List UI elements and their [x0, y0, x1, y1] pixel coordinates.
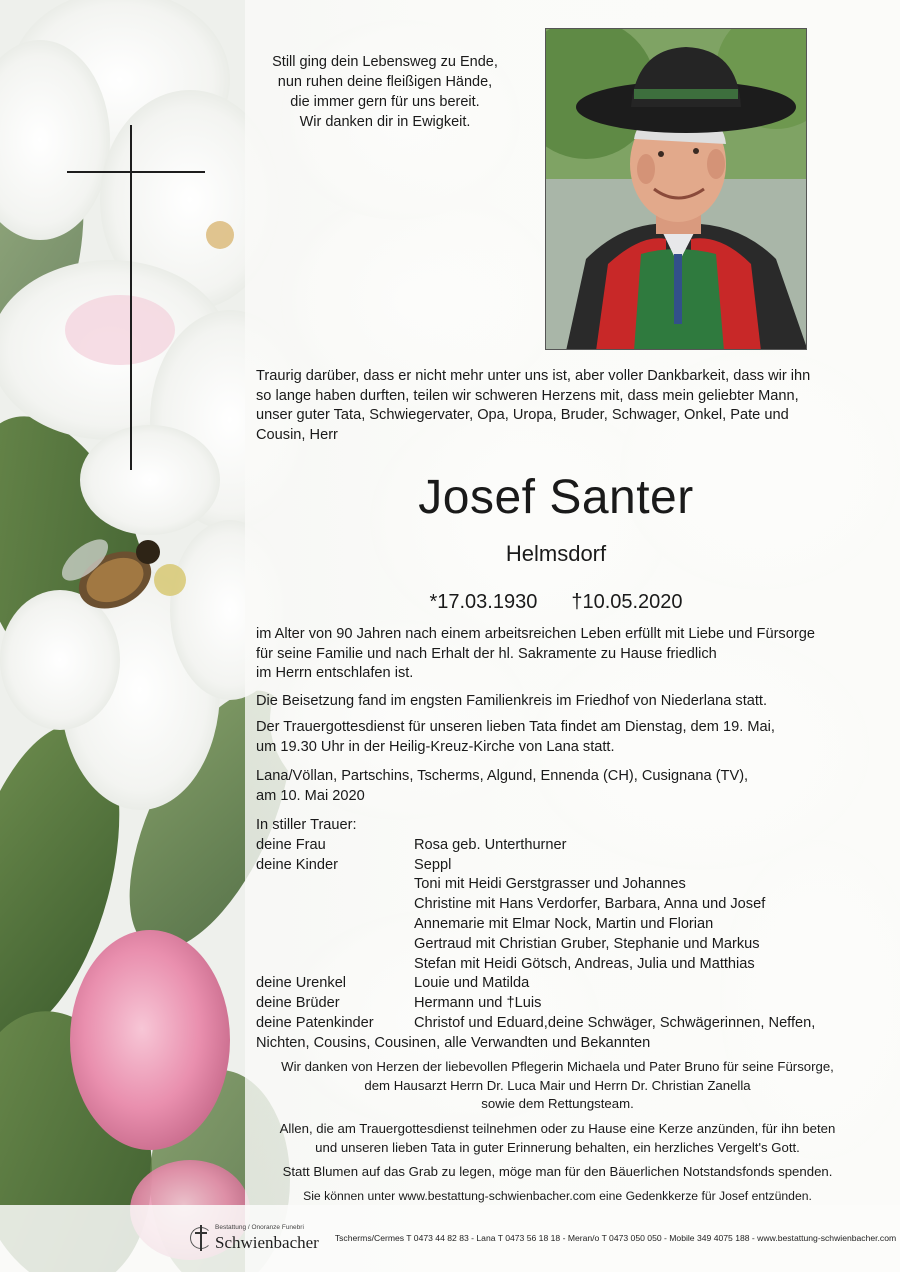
mourner-row — [256, 915, 876, 935]
paragraph-line: im Alter von 90 Jahren nach einem arbeitsreichen Leben erfüllt mit Liebe und Fürsorge — [256, 626, 815, 642]
death-date: †10.05.2020 — [571, 591, 683, 613]
mourner-names: Toni mit Heidi Gerstgrasser und Johannes — [414, 876, 686, 893]
mourner-relation: deine Brüder — [256, 995, 340, 1012]
burial-paragraph — [256, 692, 866, 712]
paragraph-line: Die Beisetzung fand im engsten Familienkreis im Friedhof von Niederlana statt. — [256, 693, 768, 709]
mourner-names: Annemarie mit Elmar Nock, Martin und Florian — [414, 915, 714, 932]
online-candle-text: Sie können unter www.bestattung-schwienbacher.com eine Gedenkkerze für Josef entzünden. — [303, 1189, 812, 1203]
logo-cross-icon — [190, 1223, 212, 1253]
mourner-relation: deine Urenkel — [256, 975, 347, 992]
mourner-names: Seppl — [414, 856, 452, 873]
cross-icon-bar — [67, 171, 205, 173]
cross-icon — [130, 125, 132, 470]
mourner-row — [256, 994, 876, 1014]
deceased-name: Josef Santer — [418, 471, 694, 524]
candle-text — [250, 1120, 865, 1157]
intro-line: Traurig darüber, dass er nicht mehr unter uns ist, aber voller Dankbarkeit, dass wir ihn — [256, 368, 811, 384]
paragraph-line: am 10. Mai 2020 — [256, 787, 365, 804]
mourner-relation: deine Kinder — [256, 856, 338, 873]
mourner-names: Gertraud mit Christian Gruber, Stephanie und Markus — [414, 935, 760, 952]
mourner-names: Rosa geb. Unterthurner — [414, 836, 567, 853]
life-paragraph — [256, 625, 866, 684]
mourner-row — [256, 895, 876, 915]
poem-line: nun ruhen deine fleißigen Hände, — [277, 74, 493, 90]
mourner-names: Hermann und †Luis — [414, 995, 542, 1012]
paragraph-line: für seine Familie und nach Erhalt der hl. Sakramente zu Hause friedlich — [256, 645, 717, 662]
footer — [190, 1220, 897, 1256]
intro-line: so lange haben durften, teilen wir schweren Herzens mit, dass mein geliebter Mann, — [256, 387, 799, 404]
mourners-heading: In stiller Trauer: — [256, 817, 357, 833]
mourner-row — [256, 935, 876, 955]
intro-line: unser guter Tata, Schwiegervater, Opa, Uropa, Bruder, Schwager, Onkel, Pate und — [256, 407, 789, 423]
life-dates — [256, 588, 856, 616]
poem-line: die immer gern für uns bereit. — [290, 94, 480, 110]
poem-line: Still ging dein Lebensweg zu Ende, — [272, 54, 498, 70]
mourner-row — [256, 974, 876, 994]
mourners-list — [256, 816, 876, 1054]
mourner-row — [256, 1014, 876, 1034]
mourner-row — [256, 856, 876, 876]
birth-date: *17.03.1930 — [429, 591, 538, 613]
paragraph-line: im Herrn entschlafen ist. — [256, 665, 414, 681]
mourner-relation — [256, 875, 414, 895]
paragraph-line: um 19.30 Uhr in der Heilig-Kreuz-Kirche von Lana statt. — [256, 738, 615, 755]
mourner-row — [256, 875, 876, 895]
mourner-relation — [256, 935, 414, 955]
candle-line: und unseren lieben Tata in guter Erinnerung behalten, ein herzliches Vergelt's Gott. — [315, 1139, 800, 1155]
thanks-line: dem Hausarzt Herrn Dr. Luca Mair und Herrn Dr. Christian Zanella — [364, 1077, 751, 1093]
intro-text — [256, 367, 856, 445]
mourner-names: Stefan mit Heidi Götsch, Andreas, Julia und Matthias — [414, 955, 755, 972]
logo-name: Schwienbacher — [215, 1232, 319, 1252]
mourner-relation — [256, 955, 414, 975]
mourner-names: Louie und Matilda — [414, 975, 530, 992]
mourner-relation — [256, 895, 414, 915]
thanks-line: Wir danken von Herzen der liebevollen Pflegerin Michaela und Pater Bruno für seine Fürsorge, — [281, 1059, 834, 1074]
service-paragraph — [256, 718, 866, 757]
intro-line: Cousin, Herr — [256, 426, 338, 443]
poem — [250, 52, 520, 132]
deceased-place: Helmsdorf — [505, 541, 607, 566]
paragraph-line: Der Trauergottesdienst für unseren lieben Tata findet am Dienstag, dem 19. Mai, — [256, 719, 775, 735]
mourner-row — [256, 836, 876, 856]
logo-subtitle: Bestattung / Onoranze Funebri — [215, 1224, 304, 1232]
portrait-photo — [545, 28, 807, 350]
mourner-relation — [256, 915, 414, 935]
funeral-home-logo — [190, 1223, 319, 1253]
location-date-paragraph — [256, 767, 866, 806]
mourners-closing: Nichten, Cousins, Cousinen, alle Verwandten und Bekannten — [256, 1034, 651, 1051]
mourner-relation: deine Patenkinder — [256, 1014, 374, 1031]
mourner-relation: deine Frau — [256, 836, 326, 853]
poem-line: Wir danken dir in Ewigkeit. — [299, 114, 471, 130]
mourner-names: Christof und Eduard,deine Schwäger, Schwägerinnen, Neffen, — [414, 1014, 816, 1031]
thanks-text — [250, 1058, 865, 1114]
thanks-line: sowie dem Rettungsteam. — [481, 1096, 634, 1111]
flowers-text: Statt Blumen auf das Grab zu legen, möge man für den Bäuerlichen Notstandsfonds spenden. — [282, 1164, 833, 1179]
mourner-names: Christine mit Hans Verdorfer, Barbara, Anna und Josef — [414, 896, 766, 913]
mourner-row — [256, 955, 876, 975]
candle-line: Allen, die am Trauergottesdienst teilnehmen oder zu Hause eine Kerze anzünden, für ihn beten — [279, 1121, 836, 1136]
contact-info: Tscherms/Cermes T 0473 44 82 83 - Lana T 0473 56 18 18 - Meran/o T 0473 050 050 - Mobile 349 4075 188 - www.bestattung-schwienbacher.com — [334, 1233, 897, 1243]
paragraph-line: Lana/Völlan, Partschins, Tscherms, Algund, Ennenda (CH), Cusignana (TV), — [256, 768, 749, 784]
